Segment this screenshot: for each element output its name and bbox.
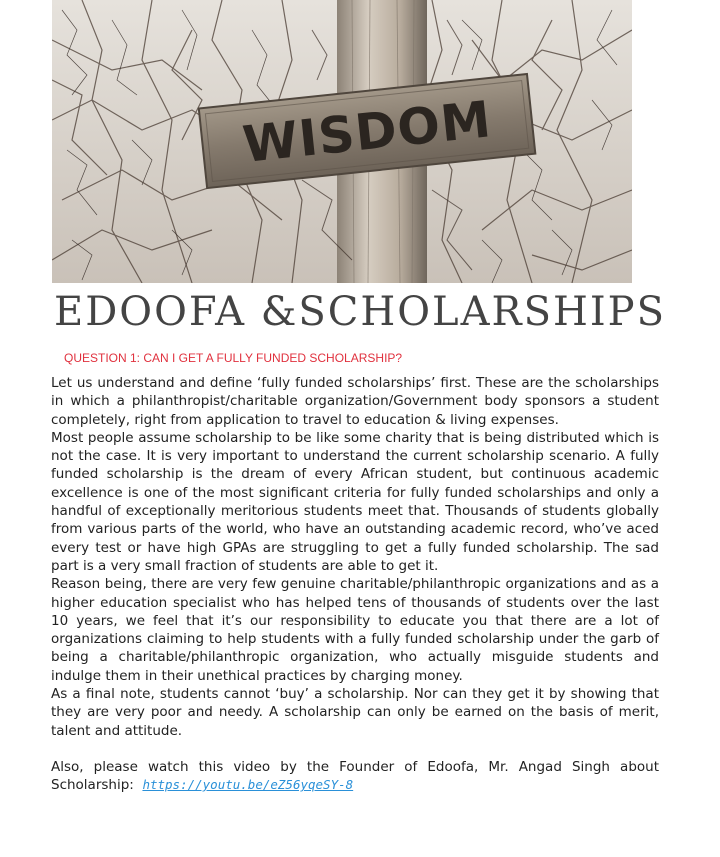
video-link[interactable]: https://youtu.be/eZ56yqeSY-8 [142,777,354,793]
article-body [51,374,659,795]
video-text: Also, please watch this video by the Founder of Edoofa, Mr. Angad Singh about Scholarship: [51,758,659,794]
wisdom-sign-photo [52,0,632,283]
paragraph-definition: Let us understand and define ‘fully funded scholarships’ first. These are the scholarships in which a philanthropist/charitable organization/Government body sponsors a student completely, right from application to travel to education & living expenses. [51,375,659,428]
hero-image [52,0,632,283]
question-heading: QUESTION 1: CAN I GET A FULLY FUNDED SCHOLARSHIP? [64,351,403,365]
paragraph-charity: Most people assume scholarship to be like some charity that is being distributed which is not the case. It is very important to understand the current scholarship scenario. A fully funded scholarship is the dream of every African student, but continuous academic excellence is one of the most significant criteria for fully funded scholarships and only a handful of exceptionally meritorious students meet that. Thousands of students globally from various parts of the world, who have an outstanding academic record, who’ve aced every test or have high GPAs are struggling to get a fully funded scholarship. The sad part is a very small fraction of students are able to get it. [51,429,659,574]
video-note [51,758,659,795]
paragraph-reason: Reason being, there are very few genuine charitable/philanthropic organizations and as a higher education specialist who has helped tens of thousands of students over the last 10 years, we feel that it’s our responsibility to educate you that there are a lot of organizations claiming to help students with a fully funded scholarship under the garb of being a charitable/philanthropic organization, who actually misguide students and indulge them in their unethical practices by charging money. [51,576,659,684]
sign-text: WISDOM [240,90,495,174]
paragraph-final-note: As a final note, students cannot ‘buy’ a scholarship. Nor can they get it by showing that they are very poor and needy. A scholarship can only be earned on the basis of merit, talent and attitude. [51,686,659,739]
page-title: EDOOFA &SCHOLARSHIPS [54,289,666,335]
